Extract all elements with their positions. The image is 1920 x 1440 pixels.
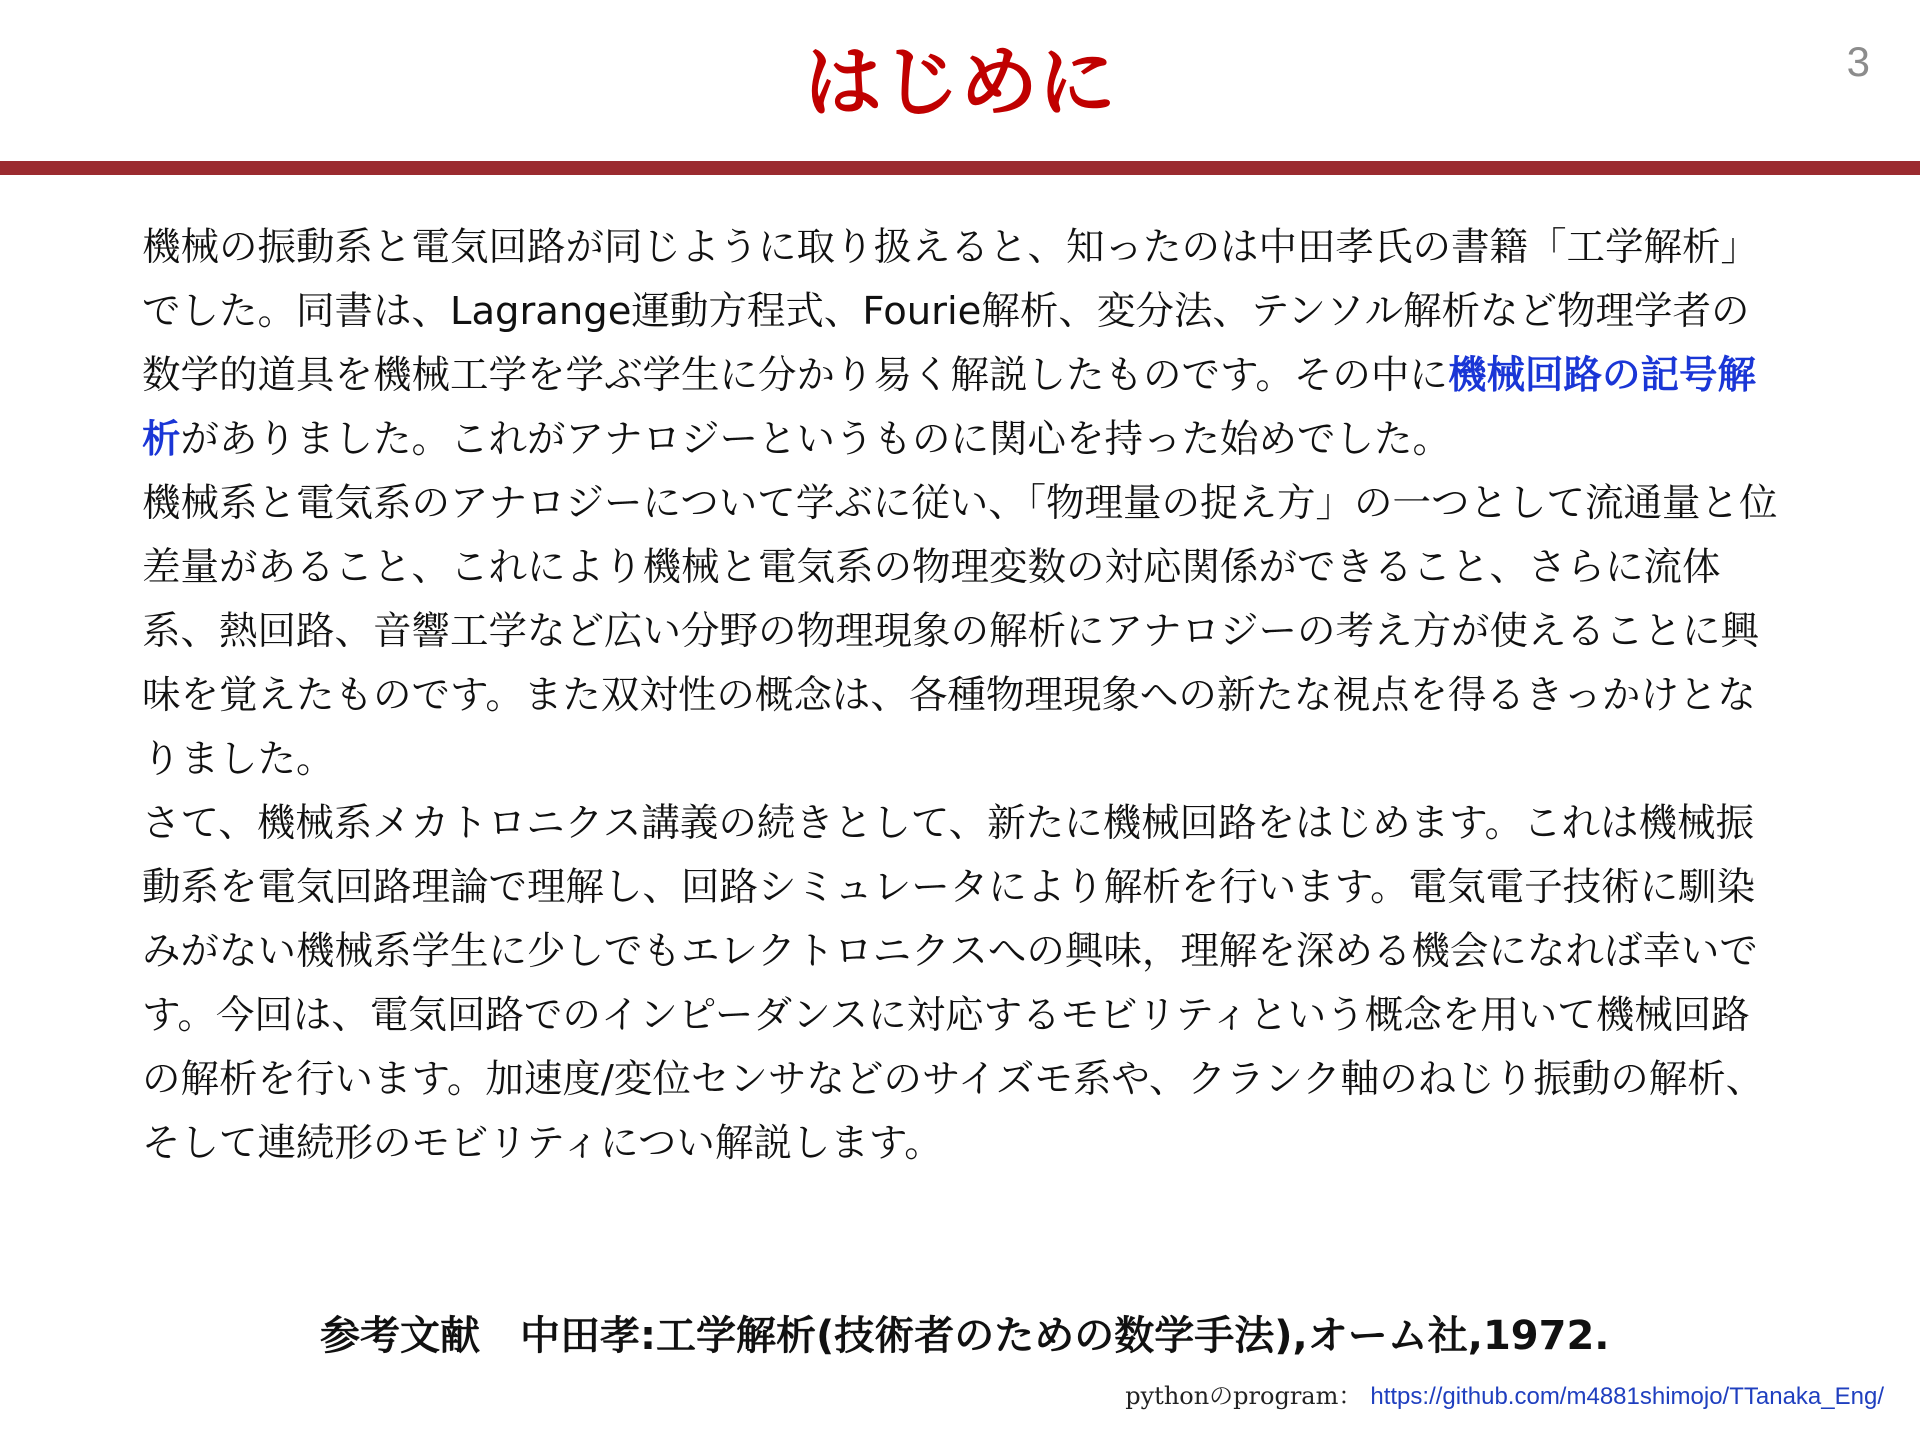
paragraph-3: さて、機械系メカトロニクス講義の続きとして、新たに機械回路をはじめます。これは機械振動系を電気回路理論で理解し、回路シミュレータにより解析を行います。電気電子技術に馴染みがない機械系学生に少しでもエレクトロニクスへの興味，理解を深める機会になれば幸いです。今回は、電気回路でのインピーダンスに対応するモビリティという概念を用いて機械回路の解析を行います。加速度/変位センサなどのサイズモ系や、クランク軸のねじり振動の解析、そして連続形のモビリティについ解説します。 bbox=[142, 801, 1765, 1166]
paragraph-1-end: がありました。これがアナロジーというものに関心を持った始めでした。 bbox=[180, 417, 1452, 462]
reference-citation: 参考文献 中田孝:工学解析(技術者のための数学手法),オーム社,1972. bbox=[320, 1313, 1610, 1359]
page-number: 3 bbox=[1846, 38, 1870, 85]
title-divider bbox=[0, 161, 1920, 175]
body-text bbox=[142, 216, 1782, 1176]
paragraph-2: 機械系と電気系のアナロジーについて学ぶに従い、「物理量の捉え方」の一つとして流通量と位差量があること、これにより機械と電気系の物理変数の対応関係ができること、さらに流体系、熱回路、音響工学など広い分野の物理現象の解析にアナロジーの考え方が使えることに興味を覚えたものです。また双対性の概念は、各種物理現象への新たな視点を得るきっかけとなりました。 bbox=[142, 481, 1778, 782]
paragraph-1 bbox=[142, 216, 1782, 472]
footer bbox=[1125, 1376, 1884, 1411]
highlighted-term: 機械回路の記号解析 bbox=[142, 353, 1756, 462]
footer-label: pythonのprogram： bbox=[1125, 1382, 1363, 1410]
paragraph-1-start: 機械の振動系と電気回路が同じように取り扱えると、知ったのは中田孝氏の書籍「工学解析」でした。同書は、Lagrange運動方程式、Fourie解析、変分法、テンソル解析など物理学者の数学的道具を機械工学を学ぶ学生に分かり易く解説したものです。その中に bbox=[142, 225, 1760, 398]
slide-title: はじめに bbox=[803, 38, 1116, 128]
github-link[interactable]: https://github.com/m4881shimojo/TTanaka_Eng/ bbox=[1370, 1383, 1884, 1410]
